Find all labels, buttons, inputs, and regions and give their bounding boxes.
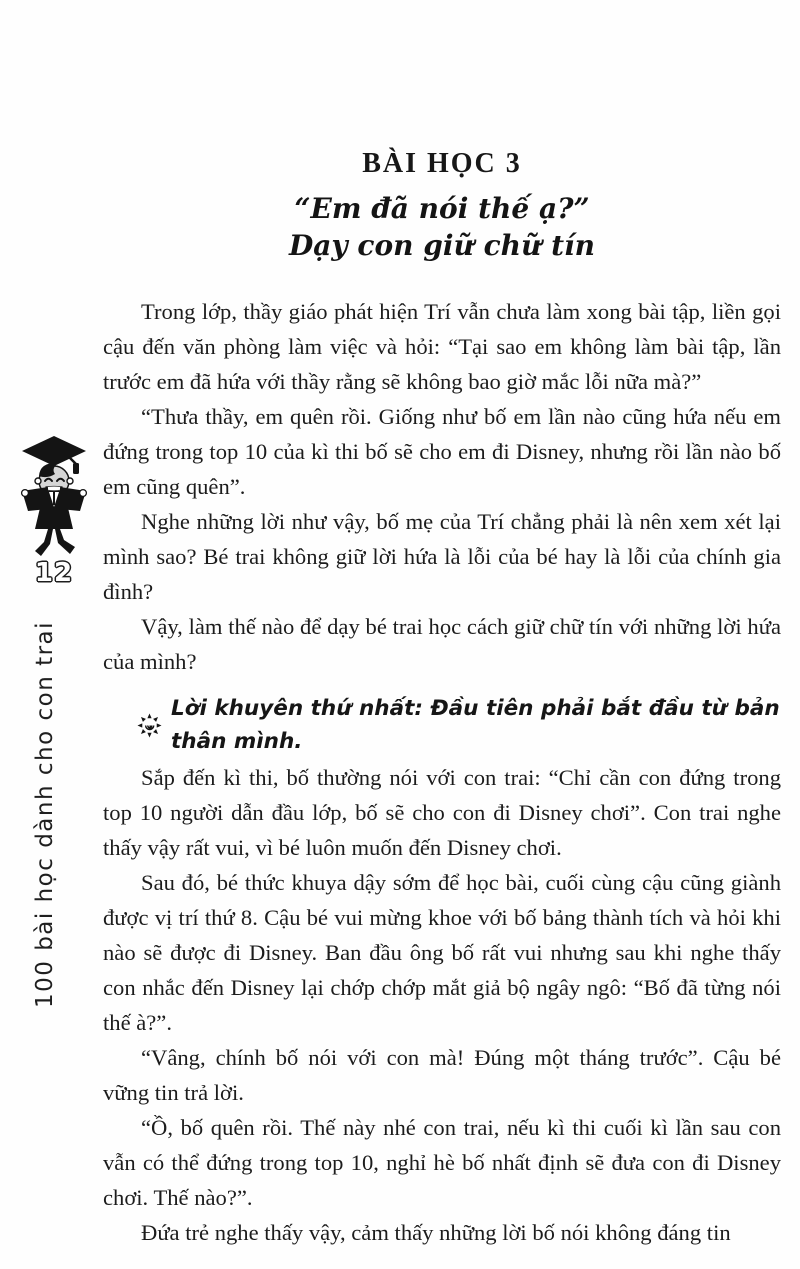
page-number: 12 [34, 558, 74, 588]
graduate-mascot-illustration [20, 436, 88, 564]
body-paragraph: “Thưa thầy, em quên rồi. Giống như bố em lần nào cũng hứa nếu em đứng trong top 10 của kì thi bố sẽ cho em đi Disney, nhưng rồi lần nào bố em cũng quên”. [103, 404, 781, 499]
book-title-vertical: 100 bài học dành cho con trai [32, 620, 58, 1008]
lesson-kicker: BÀI HỌC 3 [362, 148, 522, 179]
body-paragraph: “Vâng, chính bố nói với con mà! Đúng một tháng trước”. Cậu bé vững tin trả lời. [103, 1045, 781, 1105]
sun-spiral-icon [137, 713, 162, 738]
body-paragraph: Nghe những lời như vậy, bố mẹ của Trí chẳng phải là nên xem xét lại mình sao? Bé trai không giữ lời hứa là lỗi của bé hay là lỗi của chính gia đình? [103, 509, 781, 604]
lesson-title-line2: Dạy con giữ chữ tín [288, 229, 596, 262]
body-paragraph: “Ồ, bố quên rồi. Thế này nhé con trai, nếu kì thi cuối kì lần sau con vẫn có thể đứng trong top 10, nghỉ hè bố nhất định sẽ đưa con đi Disney chơi. Thế nào?”. [103, 1115, 781, 1210]
body-paragraph: Sắp đến kì thi, bố thường nói với con trai: “Chỉ cần con đứng trong top 10 người dẫn đầu lớp, bố sẽ cho con đi Disney chơi”. Con trai nghe thấy vậy rất vui, vì bé luôn muốn đến Disney chơi. [103, 765, 781, 860]
lesson-title-line1: “Em đã nói thế ạ?” [294, 192, 590, 225]
body-paragraph: Vậy, làm thế nào để dạy bé trai học cách giữ chữ tín với những lời hứa của mình? [103, 614, 781, 674]
advice-callout [137, 692, 781, 758]
body-text-column [103, 294, 781, 1250]
lesson-title [103, 190, 781, 264]
body-paragraph: Sau đó, bé thức khuya dậy sớm để học bài, cuối cùng cậu cũng giành được vị trí thứ 8. Cậu bé vui mừng khoe với bố bảng thành tích và hỏi khi nào sẽ được đi Disney. Ban đầu ông bố rất vui nhưng sau khi nghe thấy con nhắc đến Disney lại chớp chớp mắt giả bộ ngây ngô: “Bố đã từng nói thế à?”. [103, 870, 781, 1035]
body-paragraph: Đứa trẻ nghe thấy vậy, cảm thấy những lời bố nói không đáng tin [141, 1220, 731, 1245]
body-paragraph: Trong lớp, thầy giáo phát hiện Trí vẫn chưa làm xong bài tập, liền gọi cậu đến văn phòng làm việc và hỏi: “Tại sao em không làm bài tập, lần trước em đã hứa với thầy rằng sẽ không bao giờ mắc lỗi nữa mà?” [103, 299, 781, 394]
advice-text: Lời khuyên thứ nhất: Đầu tiên phải bắt đầu từ bản thân mình. [171, 696, 780, 754]
